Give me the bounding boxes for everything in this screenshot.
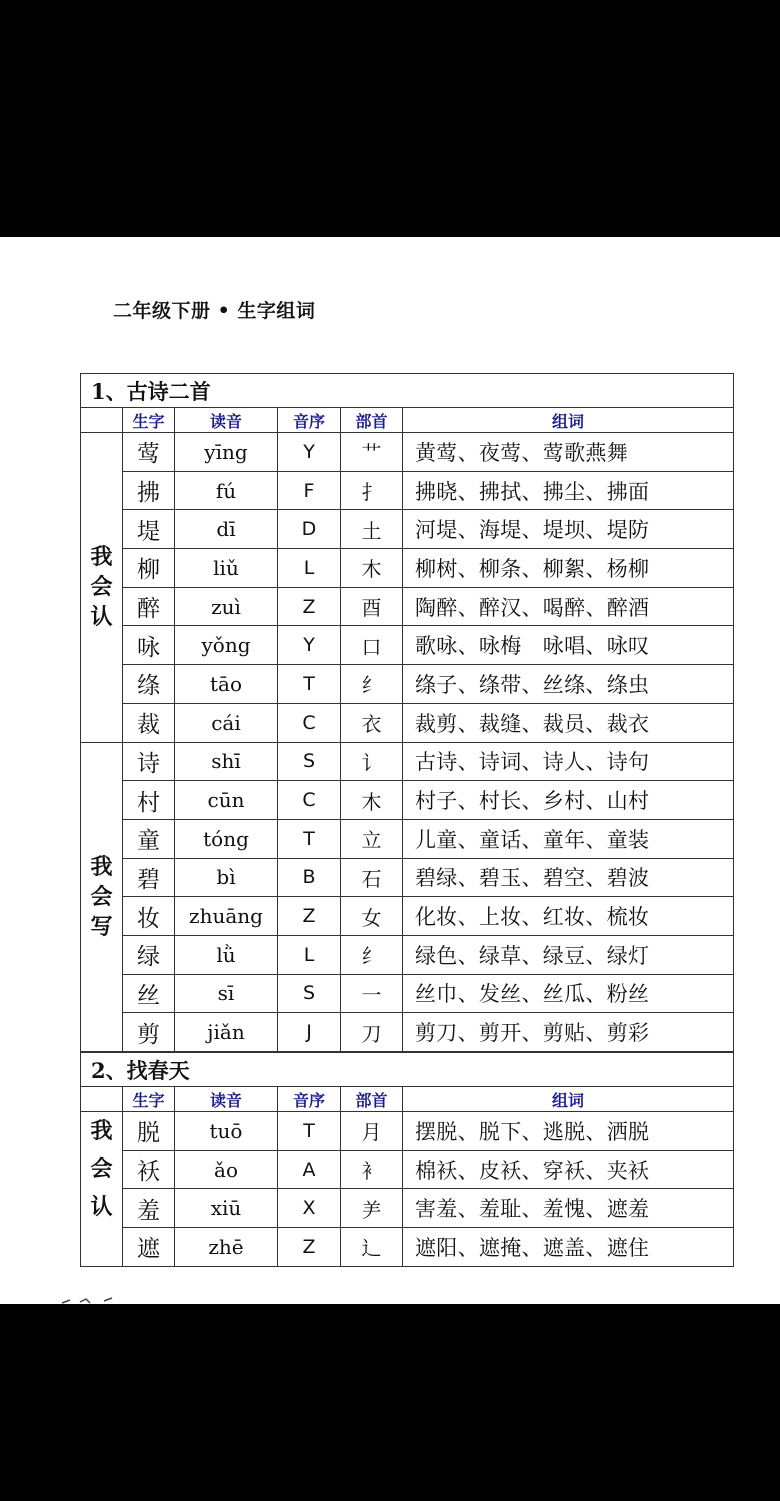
cell-words: 害羞、羞耻、羞愧、遮羞 bbox=[403, 1189, 734, 1228]
cell-char: 柳 bbox=[123, 549, 175, 588]
header-radical: 部首 bbox=[341, 1087, 403, 1112]
cell-radical: 石 bbox=[341, 858, 403, 897]
cell-order: T bbox=[278, 1112, 341, 1151]
cell-pinyin: liǔ bbox=[175, 549, 278, 588]
table-row bbox=[81, 433, 734, 472]
cell-order: F bbox=[278, 471, 341, 510]
cell-order: T bbox=[278, 665, 341, 704]
cell-radical: 刀 bbox=[341, 1013, 403, 1052]
cell-char: 诗 bbox=[123, 742, 175, 781]
cell-radical: 纟 bbox=[341, 935, 403, 974]
header-blank bbox=[81, 408, 123, 433]
cell-char: 绦 bbox=[123, 665, 175, 704]
cell-words: 棉袄、皮袄、穿袄、夹袄 bbox=[403, 1150, 734, 1189]
header-order: 音序 bbox=[278, 1087, 341, 1112]
cell-words: 河堤、海堤、堤坝、堤防 bbox=[403, 510, 734, 549]
group-label-char: 会 bbox=[90, 883, 113, 910]
group-label bbox=[81, 742, 123, 1052]
section-title-row bbox=[81, 374, 734, 408]
cell-words: 摆脱、脱下、逃脱、洒脱 bbox=[403, 1112, 734, 1151]
cell-order: C bbox=[278, 781, 341, 820]
cell-order: Z bbox=[278, 897, 341, 936]
section-title: 1、古诗二首 bbox=[81, 374, 734, 408]
cell-words: 裁剪、裁缝、裁员、裁衣 bbox=[403, 703, 734, 742]
cell-radical: 扌 bbox=[341, 471, 403, 510]
cell-char: 裁 bbox=[123, 703, 175, 742]
cell-char: 袄 bbox=[123, 1150, 175, 1189]
cell-radical: 讠 bbox=[341, 742, 403, 781]
cell-order: L bbox=[278, 935, 341, 974]
table-row bbox=[81, 781, 734, 820]
table-row bbox=[81, 510, 734, 549]
cell-words: 丝巾、发丝、丝瓜、粉丝 bbox=[403, 974, 734, 1013]
cell-char: 咏 bbox=[123, 626, 175, 665]
cell-order: Y bbox=[278, 626, 341, 665]
group-label-char: 我 bbox=[90, 1118, 113, 1144]
header-pinyin: 读音 bbox=[175, 1087, 278, 1112]
cell-radical: 立 bbox=[341, 819, 403, 858]
cell-char: 羞 bbox=[123, 1189, 175, 1228]
cell-order: C bbox=[278, 703, 341, 742]
group-label-char: 认 bbox=[90, 1194, 113, 1220]
cell-words: 拂晓、拂拭、拂尘、拂面 bbox=[403, 471, 734, 510]
cell-order: D bbox=[278, 510, 341, 549]
group-label-char: 会 bbox=[90, 1156, 113, 1182]
table-row bbox=[81, 819, 734, 858]
cell-radical: ⺶ bbox=[341, 1189, 403, 1228]
table-row bbox=[81, 935, 734, 974]
header-pinyin: 读音 bbox=[175, 408, 278, 433]
cell-pinyin: cái bbox=[175, 703, 278, 742]
cell-char: 堤 bbox=[123, 510, 175, 549]
cell-order: Y bbox=[278, 433, 341, 472]
header-words: 组词 bbox=[403, 1087, 734, 1112]
cell-radical: 纟 bbox=[341, 665, 403, 704]
group-label-char: 会 bbox=[90, 574, 113, 601]
cell-pinyin: zhuāng bbox=[175, 897, 278, 936]
cell-char: 遮 bbox=[123, 1228, 175, 1267]
vocab-table-lesson-2 bbox=[80, 1052, 734, 1267]
cell-radical: 木 bbox=[341, 781, 403, 820]
section-title: 2、找春天 bbox=[81, 1053, 734, 1087]
table-row bbox=[81, 1013, 734, 1052]
cell-char: 妆 bbox=[123, 897, 175, 936]
cell-char: 醉 bbox=[123, 587, 175, 626]
cell-words: 碧绿、碧玉、碧空、碧波 bbox=[403, 858, 734, 897]
cell-pinyin: jiǎn bbox=[175, 1013, 278, 1052]
header-blank bbox=[81, 1087, 123, 1112]
header-row bbox=[81, 408, 734, 433]
cell-pinyin: yīng bbox=[175, 433, 278, 472]
cell-radical: 酉 bbox=[341, 587, 403, 626]
cell-words: 绿色、绿草、绿豆、绿灯 bbox=[403, 935, 734, 974]
cell-order: S bbox=[278, 742, 341, 781]
cell-pinyin: tāo bbox=[175, 665, 278, 704]
cell-radical: 木 bbox=[341, 549, 403, 588]
cell-char: 剪 bbox=[123, 1013, 175, 1052]
header-order: 音序 bbox=[278, 408, 341, 433]
table-row bbox=[81, 974, 734, 1013]
table-row bbox=[81, 587, 734, 626]
document-page bbox=[0, 237, 780, 1304]
table-row bbox=[81, 1228, 734, 1267]
group-label-char: 我 bbox=[90, 544, 113, 571]
cell-pinyin: tuō bbox=[175, 1112, 278, 1151]
cell-pinyin: bì bbox=[175, 858, 278, 897]
cell-pinyin: tóng bbox=[175, 819, 278, 858]
cell-pinyin: lǜ bbox=[175, 935, 278, 974]
cell-order: B bbox=[278, 858, 341, 897]
cell-char: 拂 bbox=[123, 471, 175, 510]
cell-pinyin: sī bbox=[175, 974, 278, 1013]
cell-words: 村子、村长、乡村、山村 bbox=[403, 781, 734, 820]
cell-char: 童 bbox=[123, 819, 175, 858]
table-row bbox=[81, 626, 734, 665]
vocab-table-lesson-1 bbox=[80, 373, 734, 1052]
cell-pinyin: zhē bbox=[175, 1228, 278, 1267]
cell-pinyin: xiū bbox=[175, 1189, 278, 1228]
cell-words: 陶醉、醉汉、喝醉、醉酒 bbox=[403, 587, 734, 626]
cell-char: 丝 bbox=[123, 974, 175, 1013]
group-label-char: 写 bbox=[90, 913, 113, 940]
cell-order: Z bbox=[278, 587, 341, 626]
table-body-lesson-1 bbox=[81, 374, 734, 1052]
cell-radical: 女 bbox=[341, 897, 403, 936]
header-words: 组词 bbox=[403, 408, 734, 433]
cell-pinyin: dī bbox=[175, 510, 278, 549]
cell-order: L bbox=[278, 549, 341, 588]
cell-pinyin: fú bbox=[175, 471, 278, 510]
cell-radical: 一 bbox=[341, 974, 403, 1013]
cell-words: 化妆、上妆、红妆、梳妆 bbox=[403, 897, 734, 936]
table-row bbox=[81, 1189, 734, 1228]
cell-words: 儿童、童话、童年、童装 bbox=[403, 819, 734, 858]
header-char: 生字 bbox=[123, 408, 175, 433]
cell-char: 绿 bbox=[123, 935, 175, 974]
cell-words: 黄莺、夜莺、莺歌燕舞 bbox=[403, 433, 734, 472]
cell-order: T bbox=[278, 819, 341, 858]
cell-words: 古诗、诗词、诗人、诗句 bbox=[403, 742, 734, 781]
cell-order: Z bbox=[278, 1228, 341, 1267]
cell-radical: 衤 bbox=[341, 1150, 403, 1189]
cell-char: 脱 bbox=[123, 1112, 175, 1151]
table-row bbox=[81, 703, 734, 742]
cell-char: 碧 bbox=[123, 858, 175, 897]
cell-pinyin: zuì bbox=[175, 587, 278, 626]
table-row bbox=[81, 1112, 734, 1151]
cell-radical: 衣 bbox=[341, 703, 403, 742]
cell-order: S bbox=[278, 974, 341, 1013]
table-row bbox=[81, 665, 734, 704]
cell-words: 歌咏、咏梅 咏唱、咏叹 bbox=[403, 626, 734, 665]
cell-char: 莺 bbox=[123, 433, 175, 472]
table-row bbox=[81, 471, 734, 510]
group-label bbox=[81, 433, 123, 743]
document-title: 二年级下册 • 生字组词 bbox=[113, 300, 316, 322]
cell-pinyin: cūn bbox=[175, 781, 278, 820]
header-char: 生字 bbox=[123, 1087, 175, 1112]
header-radical: 部首 bbox=[341, 408, 403, 433]
table-body-lesson-2 bbox=[81, 1053, 734, 1267]
table-row bbox=[81, 742, 734, 781]
group-label-char: 认 bbox=[90, 604, 113, 631]
table-row bbox=[81, 549, 734, 588]
cell-radical: 月 bbox=[341, 1112, 403, 1151]
cell-char: 村 bbox=[123, 781, 175, 820]
cell-order: X bbox=[278, 1189, 341, 1228]
cell-words: 剪刀、剪开、剪贴、剪彩 bbox=[403, 1013, 734, 1052]
cell-order: A bbox=[278, 1150, 341, 1189]
ink-scribble bbox=[60, 1297, 120, 1305]
cell-pinyin: shī bbox=[175, 742, 278, 781]
cell-radical: 土 bbox=[341, 510, 403, 549]
cell-radical: 辶 bbox=[341, 1228, 403, 1267]
cell-words: 柳树、柳条、柳絮、杨柳 bbox=[403, 549, 734, 588]
section-title-row bbox=[81, 1053, 734, 1087]
cell-order: J bbox=[278, 1013, 341, 1052]
cell-words: 遮阳、遮掩、遮盖、遮住 bbox=[403, 1228, 734, 1267]
cell-words: 绦子、绦带、丝绦、绦虫 bbox=[403, 665, 734, 704]
table-row bbox=[81, 1150, 734, 1189]
group-label bbox=[81, 1112, 123, 1267]
group-label-char: 我 bbox=[90, 853, 113, 880]
table-row bbox=[81, 897, 734, 936]
table-row bbox=[81, 858, 734, 897]
cell-pinyin: yǒng bbox=[175, 626, 278, 665]
header-row bbox=[81, 1087, 734, 1112]
cell-radical: 口 bbox=[341, 626, 403, 665]
cell-radical: 艹 bbox=[341, 433, 403, 472]
cell-pinyin: ǎo bbox=[175, 1150, 278, 1189]
